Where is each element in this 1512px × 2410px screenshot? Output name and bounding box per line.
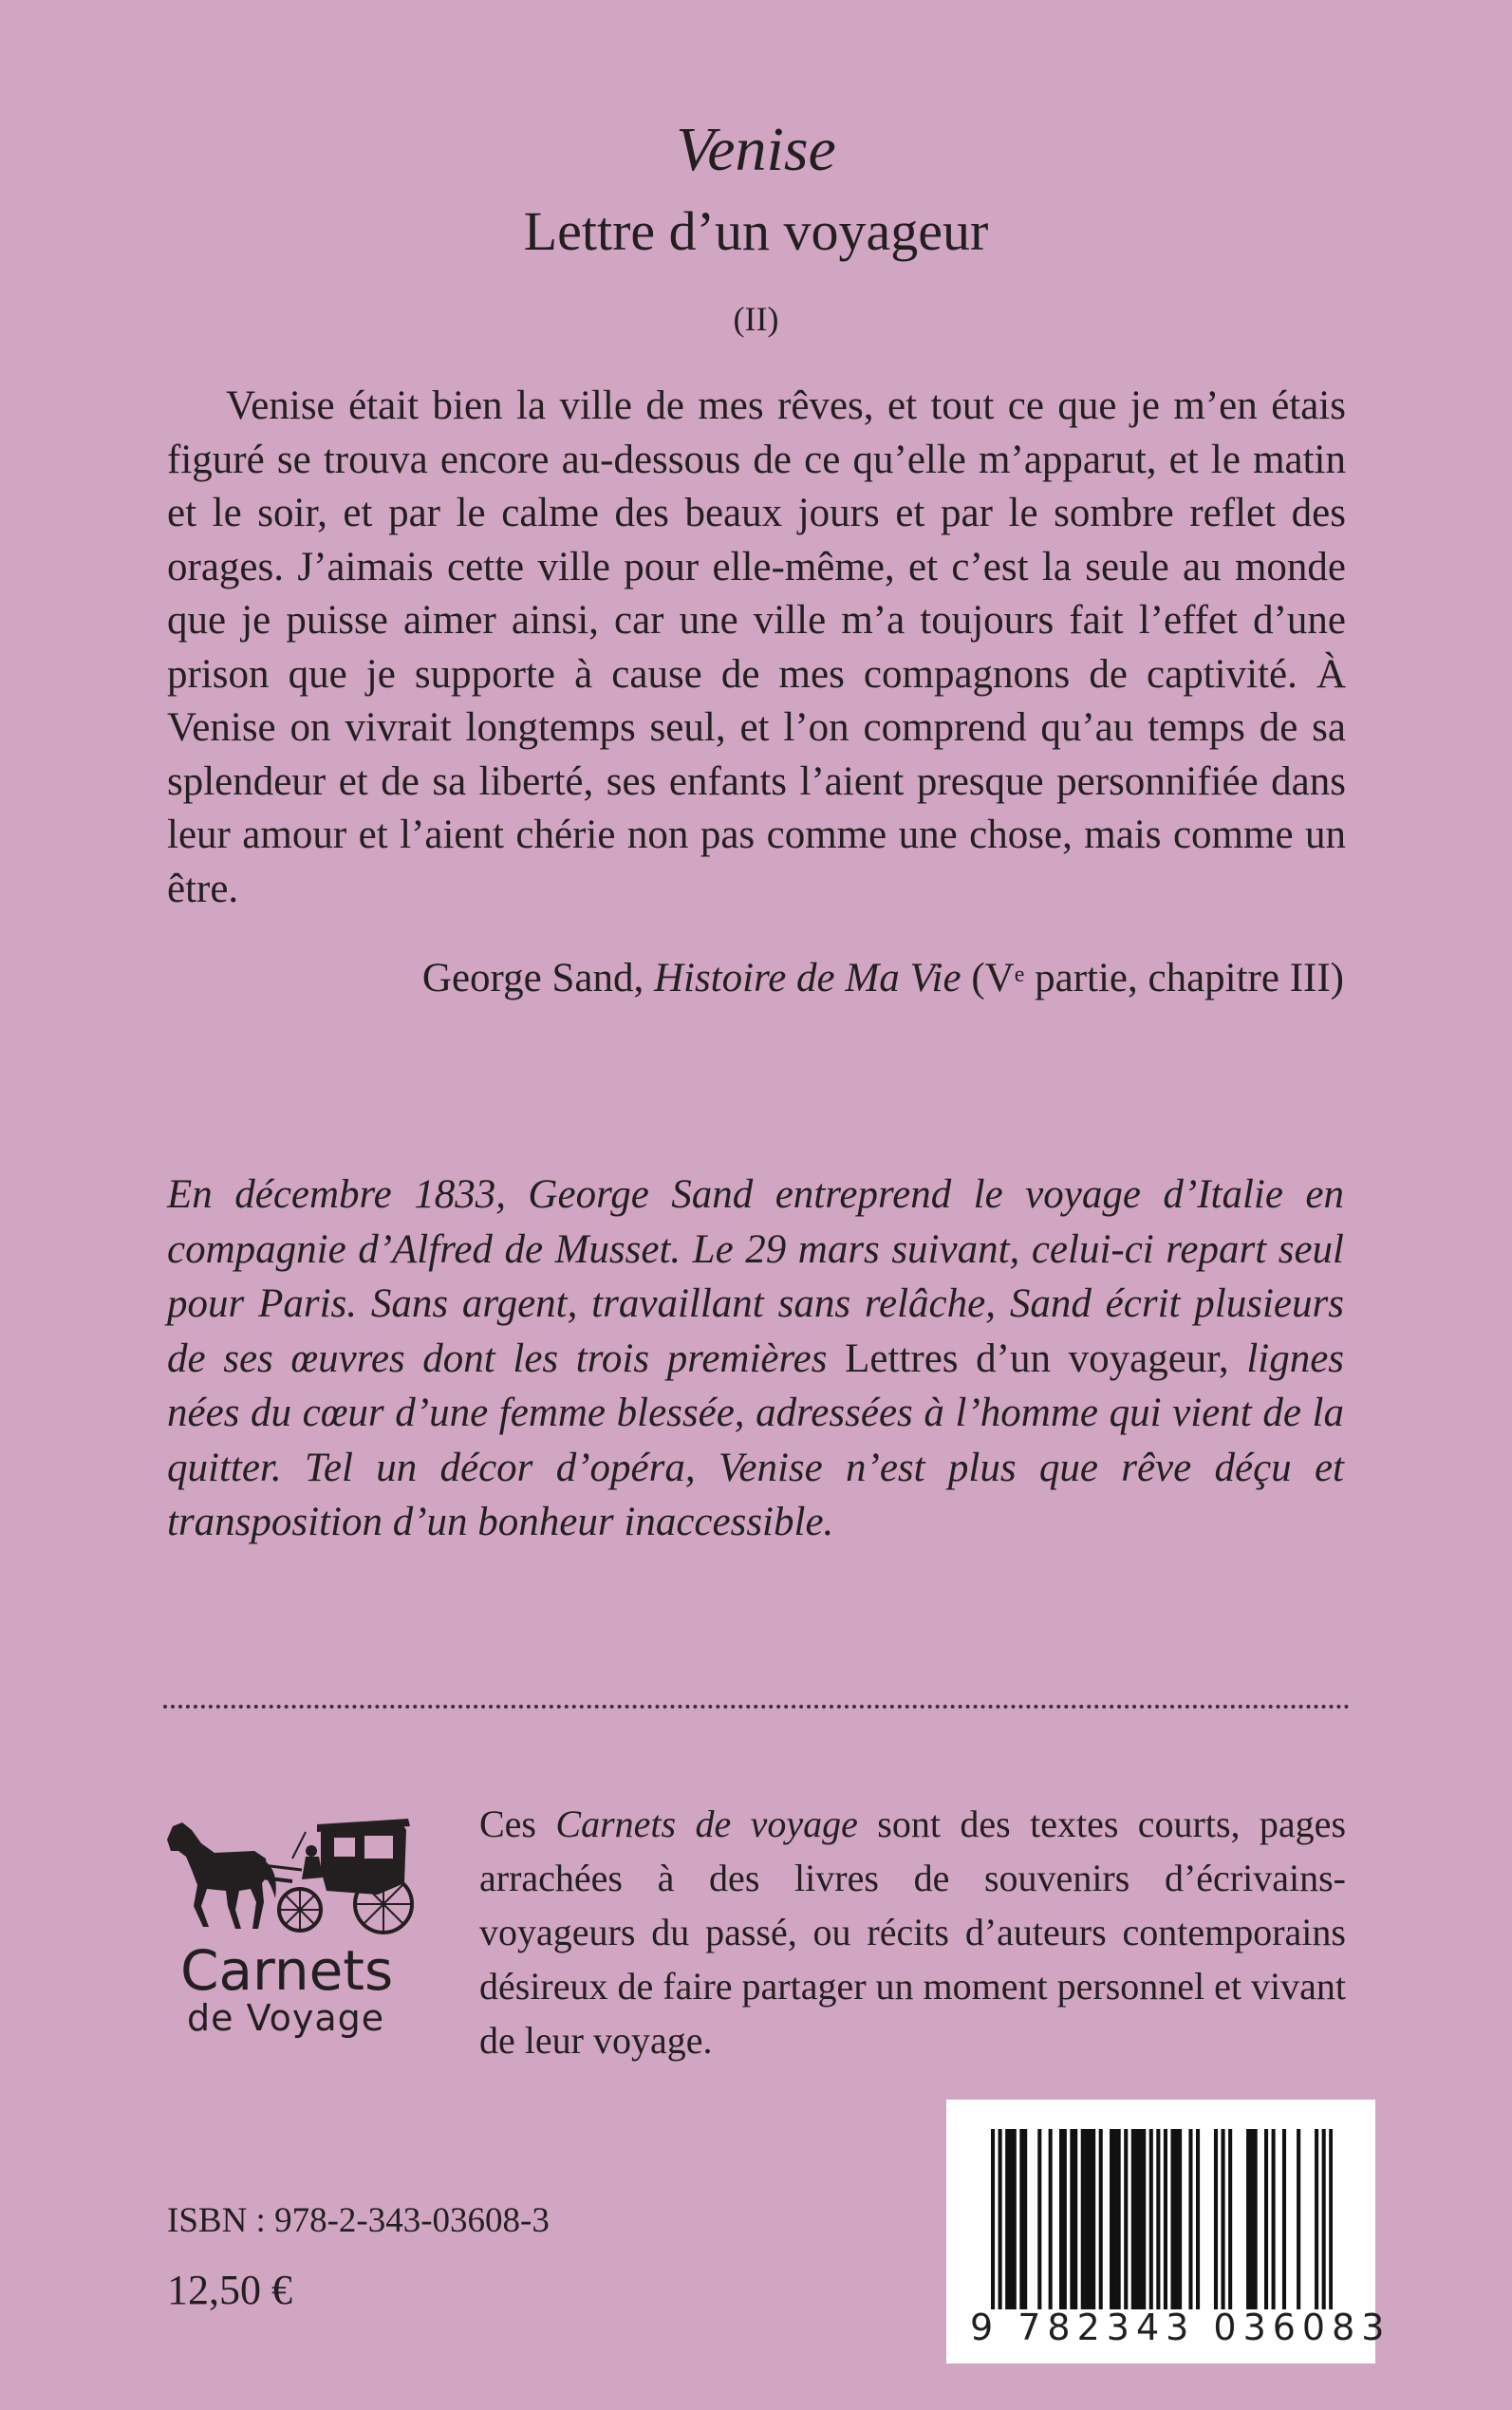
barcode-bar xyxy=(1073,2129,1077,2309)
barcode-bar xyxy=(1110,2129,1113,2309)
barcode-bar xyxy=(1196,2129,1200,2309)
barcode-bar xyxy=(1081,2129,1085,2309)
barcode-bar xyxy=(1085,2129,1089,2309)
barcode-bar xyxy=(1092,2129,1095,2309)
barcode-bar xyxy=(991,2129,995,2309)
barcode-bar xyxy=(999,2129,1002,2309)
barcode-bar xyxy=(1246,2129,1250,2309)
series-lead: Ces xyxy=(479,1803,536,1845)
summary-part-1: En décembre 1833, George Sand entreprend le voyage d’Italie en compagnie d’Alfred de Musset. Le 29 mars suivant, celui-ci repart seul pour Paris. Sans argent, travaillant sans relâche, Sand écrit plusieurs de ses œuvres dont les trois premières xyxy=(167,1172,1344,1381)
summary-book-title: Lettres d’un voyageur, xyxy=(845,1336,1229,1381)
attribution-part-rest: partie, chapitre III) xyxy=(1024,956,1344,1000)
summary-paragraph xyxy=(167,1168,1344,1550)
barcode-bar xyxy=(1322,2129,1326,2309)
book-subtitle: Lettre d’un voyageur xyxy=(523,200,989,262)
barcode-bar xyxy=(1059,2129,1063,2309)
barcode-bar xyxy=(1005,2129,1009,2309)
barcode-bar xyxy=(1019,2129,1023,2309)
dotted-separator xyxy=(163,1705,1350,1709)
barcode-bar xyxy=(1099,2129,1103,2309)
barcode-bar xyxy=(1272,2129,1276,2309)
series-logo-subtitle: de Voyage xyxy=(187,1997,385,2039)
series-name: Carnets de voyage xyxy=(555,1803,858,1845)
barcode-bar xyxy=(1250,2129,1254,2309)
barcode-bar xyxy=(1156,2129,1160,2309)
attribution-part-open: (V xyxy=(971,956,1015,1000)
barcode-bar xyxy=(1135,2129,1139,2309)
barcode-bar xyxy=(1329,2129,1333,2309)
barcode-bar xyxy=(1023,2129,1027,2309)
barcode-bar xyxy=(1222,2129,1225,2309)
barcode-bar xyxy=(1013,2129,1017,2309)
barcode-bar xyxy=(1228,2129,1232,2309)
barcode-bar xyxy=(1142,2129,1146,2309)
barcode-bar xyxy=(1049,2129,1053,2309)
attribution-superscript: e xyxy=(1014,962,1025,987)
barcode-bar xyxy=(1188,2129,1192,2309)
quote-paragraph: Venise était bien la ville de mes rêves, et tout ce que je m’en étais figuré se trouva encore au-dessous de ce qu’elle m’apparut, et le matin et le soir, et par le calme des beaux jours et par le sombre reflet des orages. J’aimais cette ville pour elle-même, et c’est la seule au monde que je puisse aimer ainsi, car une ville m’a toujours fait l’effet d’une prison que je supporte à cause de mes compagnons de captivité. À Venise on vivrait longtemps seul, et l’on comprend qu’au temps de sa splendeur et de sa liberté, ses enfants l’aient presque personnifiée dans leur amour et l’aient chérie non pas comme une chose, mais comme un être. xyxy=(167,383,1346,911)
barcode-bar xyxy=(1037,2129,1041,2309)
barcode-bar xyxy=(1009,2129,1013,2309)
quote-attribution xyxy=(167,952,1344,1005)
barcode-number: 9 782343 036083 xyxy=(970,2307,1391,2348)
book-title: Venise xyxy=(676,115,836,184)
barcode-bar xyxy=(1149,2129,1153,2309)
barcode-bar xyxy=(1113,2129,1117,2309)
barcode-bar xyxy=(1164,2129,1167,2309)
barcode-bar xyxy=(1138,2129,1142,2309)
barcode-bar xyxy=(1170,2129,1174,2309)
series-rest: sont des textes courts, pages arrachées à des livres de souvenirs d’écrivains-voyageurs du passé, ou récits d’auteurs contemporains désireux de faire partager un moment personnel et vivant de leur voyage. xyxy=(479,1803,1347,2062)
attribution-author: George Sand, xyxy=(421,956,644,1000)
series-logo-title: Carnets xyxy=(180,1938,394,2003)
summary-part-2: lignes nées du cœur d’une femme blessée, adressées à l’homme qui vient de la quitter. Tel un décor d’opéra, Venise n’est plus que rêve déçu et transposition d’un bonheur inaccessible. xyxy=(167,1336,1345,1544)
isbn: ISBN : 978-2-343-03608-3 xyxy=(167,2201,550,2240)
barcode-bar xyxy=(1063,2129,1067,2309)
attribution-work: Histoire de Ma Vie xyxy=(653,956,961,1000)
barcode-bar xyxy=(1070,2129,1073,2309)
barcode-bar xyxy=(1315,2129,1318,2309)
barcode-bar xyxy=(1214,2129,1218,2309)
barcode-bar xyxy=(1254,2129,1258,2309)
barcode-bar xyxy=(1297,2129,1300,2309)
series-description xyxy=(479,1797,1346,2067)
barcode-bar xyxy=(1131,2129,1135,2309)
barcode-bar xyxy=(1282,2129,1286,2309)
barcode xyxy=(991,2129,1333,2309)
barcode-bar xyxy=(1124,2129,1128,2309)
volume-number: (II) xyxy=(733,300,779,338)
barcode-bar xyxy=(1088,2129,1092,2309)
barcode-bar xyxy=(1174,2129,1178,2309)
barcode-bar xyxy=(1264,2129,1268,2309)
price: 12,50 € xyxy=(167,2267,292,2313)
barcode-bar xyxy=(1178,2129,1182,2309)
barcode-bar xyxy=(1117,2129,1121,2309)
